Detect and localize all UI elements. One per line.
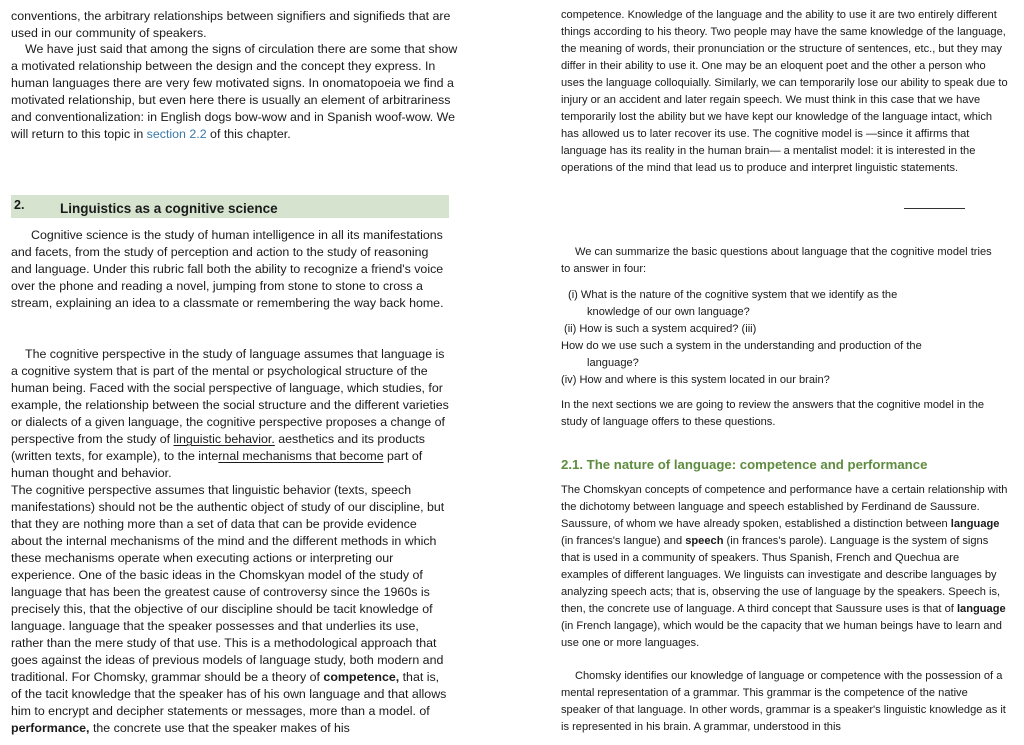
left-paragraph-4-text-c: part of human thought and behavior. bbox=[11, 449, 423, 480]
right-paragraph-4-text-a: The Chomskyan concepts of competence and performance have a certain relationship with the dichotomy between language and speech established by Ferdinand de Saussure. Saussure, of whom we have already spoken, established a distinction between bbox=[561, 484, 1008, 530]
subsection-heading: 2.1. The nature of language: competence and performance bbox=[561, 457, 928, 472]
left-paragraph-5 bbox=[11, 482, 451, 737]
language-term: language bbox=[950, 518, 1000, 530]
left-paragraph-4-text-a: The cognitive perspective in the study of language assumes that language is a cognitive system that is part of the mental or psychological structure of the human being. Faced with the social perspective of language, which studies, for example, the relationship between the social structure and the different varieties or dialects of a given language, the cognitive perspective proposes a change of perspective from the study of bbox=[11, 347, 449, 446]
left-paragraph-2-text-b: of this chapter. bbox=[206, 127, 291, 141]
section-heading-bar bbox=[11, 195, 449, 218]
right-paragraph-4 bbox=[561, 482, 1008, 652]
left-paragraph-5-text-c: the concrete use that the speaker makes of his bbox=[89, 721, 350, 735]
right-paragraph-2: We can summarize the basic questions about language that the cognitive model tries to answer in four: bbox=[561, 246, 992, 275]
left-paragraph-1: conventions, the arbitrary relationships between signifiers and signifieds that are used in our community of speakers. bbox=[11, 9, 451, 40]
question-1-line-1: (i) What is the nature of the cognitive system that we identify as the bbox=[568, 289, 898, 301]
right-paragraph-4-text-d: (in French langage), which would be the capacity that we human beings have to learn and use one or more languages. bbox=[561, 620, 1002, 649]
footnote-divider bbox=[904, 208, 965, 209]
competence-term: competence, bbox=[323, 670, 400, 684]
right-paragraph-4-text-c: (in frances's parole). Language is the system of signs that is used in a community of speakers. Thus Spanish, French and Quechua are examples of different languages. We linguists can investigate and describe languages by analyzing speech acts; that is, observing the use of language by the speakers. Speech is, then, the concrete use of language. A third concept that Saussure uses is that of bbox=[561, 535, 1001, 615]
section-number: 2. bbox=[14, 198, 25, 212]
left-paragraph-2-text-a: We have just said that among the signs of circulation there are some that show a motivated relationship between the design and the concept they express. In human languages there are very few motivated signs. In onomatopoeia we find a motivated relationship, but even here there is usually an element of arbitrariness and conventionalization: in English dogs bow-wow and in Spanish woof-wow. We will return to this topic in bbox=[11, 42, 458, 141]
left-paragraph-4 bbox=[11, 346, 451, 482]
speech-term: speech bbox=[685, 535, 724, 547]
internal-mechanisms-underline: rnal mechanisms that become bbox=[218, 449, 384, 463]
section-2-2-link[interactable]: section 2.2 bbox=[146, 127, 207, 141]
question-3-line-1: How do we use such a system in the understanding and production of the bbox=[561, 340, 922, 352]
right-paragraph-5: Chomsky identifies our knowledge of language or competence with the possession of a mental representation of a grammar. This grammar is the competence of the native speaker of that language. In other words, grammar is a speaker's linguistic knowledge as it is represented in his brain. A grammar, understood in this bbox=[561, 670, 1006, 733]
question-4: (iv) How and where is this system located in our brain? bbox=[561, 374, 830, 386]
left-paragraph-2 bbox=[11, 41, 463, 143]
left-paragraph-3: Cognitive science is the study of human intelligence in all its manifestations and facets, from the study of perception and action to the study of reasoning and language. Under this rubric fall both the ability to recognize a friend's voice over the phone and reading a novel, jumping from stone to stone to cross a stream, explaining an idea to a classmate or remembering the way back home. bbox=[11, 228, 444, 310]
question-2: (ii) How is such a system acquired? (iii) bbox=[564, 323, 757, 335]
performance-term: performance, bbox=[11, 721, 90, 735]
right-paragraph-3: In the next sections we are going to review the answers that the cognitive model in the study of language offers to these questions. bbox=[561, 399, 985, 428]
left-paragraph-5-text-a: The cognitive perspective assumes that linguistic behavior (texts, speech manifestations) should not be the authentic object of study of our discipline, but that they are nothing more than a set of data that can be provide evidence about the internal mechanisms of the mind and the different methods in which these mechanisms operate when executing actions or interpreting our experience. One of the basic ideas in the Chomskyan model of the study of language that has been the greatest cause of controversy since the 1960s is precisely this, that the objective of our discipline should be tacit knowledge of language. language that the speaker possesses and that underlies its use, rather than the mere study of that use. This is a methodological approach that goes against the ideas of previous models of language study, both modern and traditional. For Chomsky, grammar should be a theory of bbox=[11, 483, 445, 684]
question-3-line-2: language? bbox=[587, 357, 639, 369]
linguistic-behavior-underline: linguistic behavior. bbox=[173, 432, 275, 446]
right-paragraph-1: competence. Knowledge of the language and the ability to use it are two entirely different things according to his theory. Two people may have the same knowledge of the language, the meaning of words, their pronunciation or the structure of sentences, etc., but they may differ in their ability to use it. One may be an eloquent poet and the other a person who uses the language colloquially. Similarly, we can temporarily lose our ability to speak due to injury or an accident and later regain speech. We must think in this case that we have temporarily lost the ability but we have kept our knowledge of the language intact, which has allowed us to later recover its use. The cognitive model is —since it affirms that language has its reality in the human brain— a mentalist model: it is interested in the operations of the mind that lead us to produce and interpret linguistic statements. bbox=[561, 9, 1008, 174]
question-1-line-2: knowledge of our own language? bbox=[587, 306, 750, 318]
left-paragraph-5-text-b: that is, of the tacit knowledge that the speaker has of his own language and that allows him to encrypt and decipher statements or messages, more than a model. of bbox=[11, 670, 447, 718]
language-term-2: language bbox=[956, 603, 1006, 615]
left-paragraph-4-text-b: aesthetics and its products (written texts, for example), to the inte bbox=[11, 432, 425, 463]
section-title: Linguistics as a cognitive science bbox=[60, 201, 278, 216]
question-list bbox=[561, 287, 1001, 389]
right-paragraph-4-text-b: (in frances's langue) and bbox=[561, 535, 686, 547]
